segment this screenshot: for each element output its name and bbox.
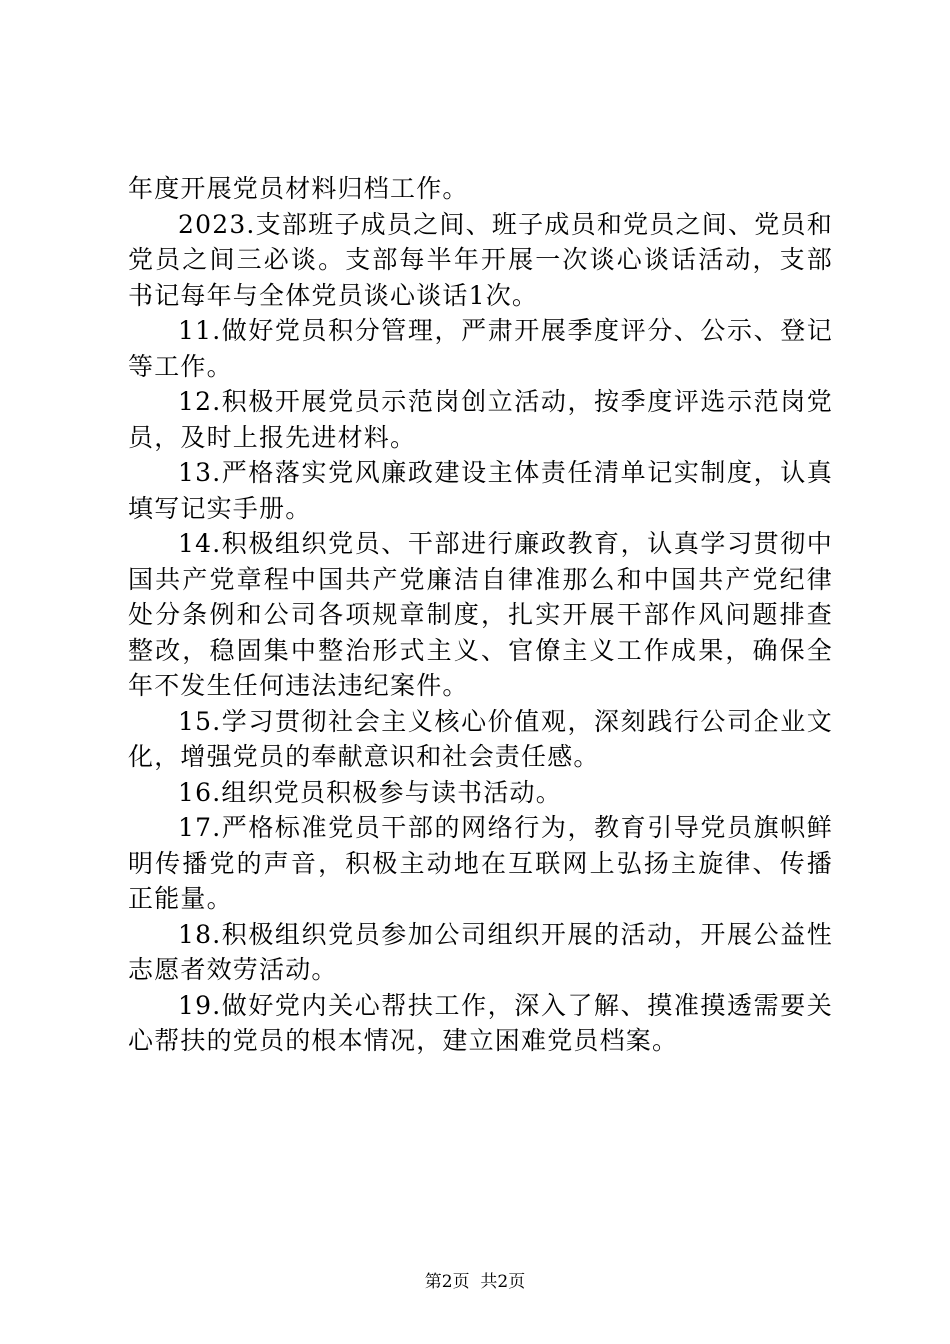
paragraph-item-14: 14.积极组织党员、干部进行廉政教育，认真学习贯彻中国共产党章程中国共产党廉洁自律准那么和中国共产党纪律处分条例和公司各项规章制度，扎实开展干部作风问题排查整改，稳固集中整治形式主义、官僚主义工作成果，确保全年不发生任何违法违纪案件。 (128, 529, 833, 700)
paragraph-item-19: 19.做好党内关心帮扶工作，深入了解、摸准摸透需要关心帮扶的党员的根本情况，建立困难党员档案。 (128, 990, 833, 1055)
page-total: 共2页 (480, 1272, 526, 1292)
paragraph-item-15: 15.学习贯彻社会主义核心价值观，深刻践行公司企业文化，增强党员的奉献意识和社会责任感。 (128, 706, 833, 771)
paragraph-item-11: 11.做好党员积分管理，严肃开展季度评分、公示、登记等工作。 (128, 316, 833, 381)
paragraph-item-18: 18.积极组织党员参加公司组织开展的活动，开展公益性志愿者效劳活动。 (128, 919, 833, 984)
paragraph-item-13: 13.严格落实党风廉政建设主体责任清单记实制度，认真填写记实手册。 (128, 458, 833, 523)
page-footer (0, 1271, 950, 1293)
paragraph-continuation: 年度开展党员材料归档工作。 (128, 174, 469, 203)
document-body (128, 171, 833, 1059)
paragraph-item-16: 16.组织党员积极参与读书活动。 (178, 777, 562, 807)
paragraph-item-17: 17.严格标准党员干部的网络行为，教育引导党员旗帜鲜明传播党的声音，积极主动地在互联网上弘扬主旋律、传播正能量。 (128, 813, 833, 913)
paragraph-item-12: 12.积极开展党员示范岗创立活动，按季度评选示范岗党员，及时上报先进材料。 (128, 387, 833, 452)
page-number: 第2页 (424, 1272, 470, 1292)
paragraph-item-10: 2023.支部班子成员之间、班子成员和党员之间、党员和党员之间三必谈。支部每半年开展一次谈心谈话活动，支部书记每年与全体党员谈心谈话1次。 (128, 209, 833, 310)
